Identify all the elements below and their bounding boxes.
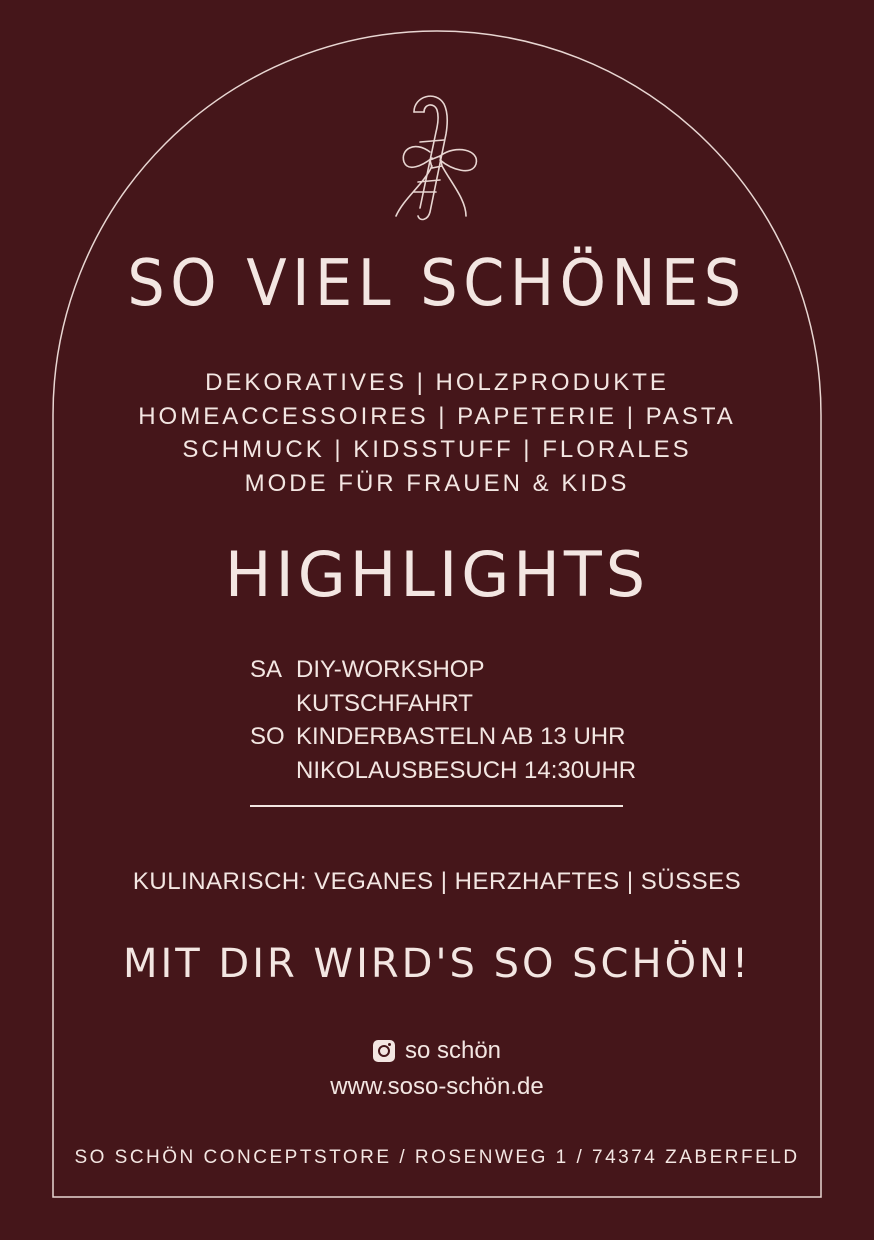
highlight-text: KUTSCHFAHRT (296, 689, 473, 717)
highlight-day: SO (250, 723, 285, 750)
instagram-handle: so schön (404, 1037, 502, 1064)
slogan: MIT DIR WIRD'S SO SCHÖN! (122, 941, 752, 987)
website-link[interactable]: www.soso-schön.de (330, 1073, 544, 1100)
instagram-icon (373, 1040, 395, 1062)
highlight-row (250, 754, 636, 788)
highlight-text: DIY-WORKSHOP (296, 656, 485, 683)
highlights-heading: HIGHLIGHTS (224, 538, 650, 611)
highlight-day: SA (250, 656, 283, 683)
category-line: MODE FÜR FRAUEN & KIDS (244, 469, 630, 497)
instagram-line[interactable] (0, 1034, 874, 1068)
highlights-list (250, 653, 636, 787)
kulinarisch-line: KULINARISCH: VEGANES | HERZHAFTES | SÜSSES (132, 868, 742, 895)
page-title: SO VIEL SCHÖNES (127, 247, 747, 321)
divider-line (250, 805, 623, 807)
category-line: SCHMUCK | KIDSSTUFF | FLORALES (182, 436, 692, 463)
highlight-row (250, 687, 636, 721)
highlight-day (250, 754, 296, 788)
category-line: DEKORATIVES | HOLZPRODUKTE (205, 369, 669, 396)
highlight-row (250, 653, 636, 687)
highlight-day (250, 687, 296, 721)
category-line: HOMEACCESSOIRES | PAPETERIE | PASTA (138, 402, 736, 430)
address-line: SO SCHÖN CONCEPTSTORE / ROSENWEG 1 / 74374 ZABERFELD (74, 1147, 800, 1168)
highlight-text: KINDERBASTELN AB 13 UHR (296, 723, 626, 750)
highlight-text: NIKOLAUSBESUCH 14:30UHR (296, 756, 637, 784)
highlight-row (250, 720, 636, 754)
category-list (0, 366, 874, 500)
candy-cane-icon (396, 96, 476, 219)
